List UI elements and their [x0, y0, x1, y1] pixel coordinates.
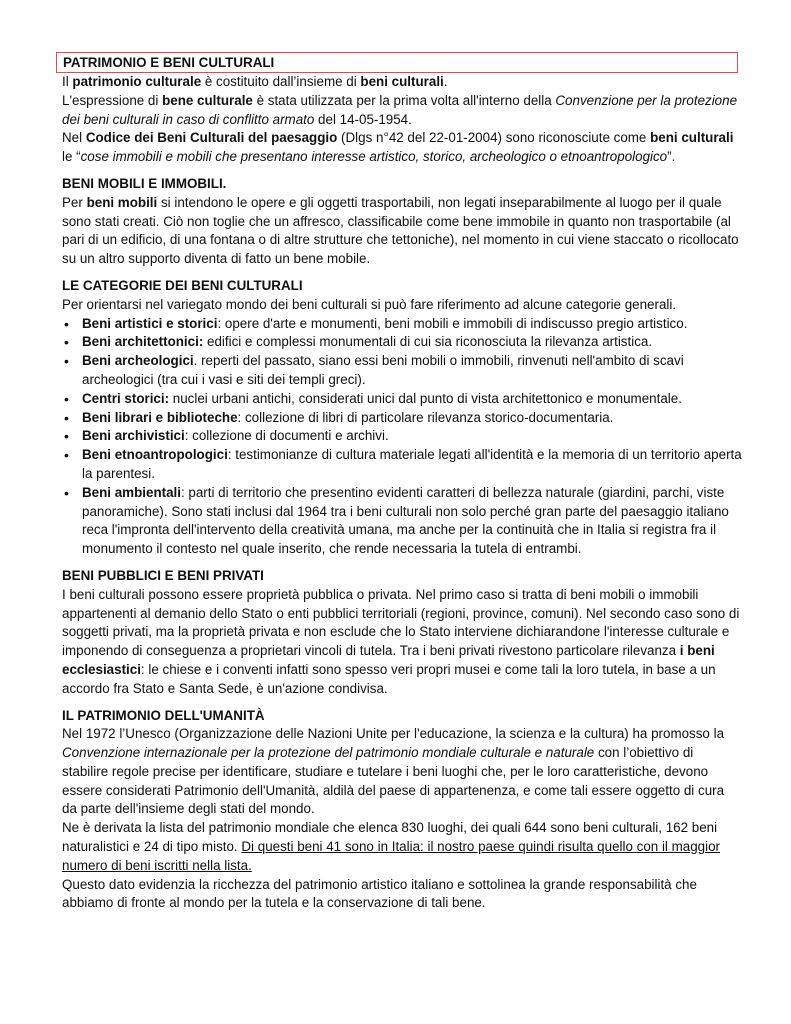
pubblici-paragraph	[62, 586, 742, 699]
text: I beni culturali possono essere proprietà pubblica o privata. Nel primo caso si tratta di beni mobili o immobili appartenenti al demanio dello Stato o enti pubblici territoriali (regioni, province, comuni). Nel secondo caso sono di soggetti privati, ma la proprietà privata e non esclude che lo Stato interviene dichiarandone l'interesse culturale e imponendo di conseguenza a proprietari vincoli di tutela. Tra i beni privati rivestono particolare rilevanza	[62, 586, 740, 659]
bold-term: bene culturale	[162, 92, 253, 108]
text: . reperti del passato, siano essi beni mobili o immobili, rinvenuti nell'ambito di scavi archeologici (tra cui i vasi e siti dei templi greci).	[82, 353, 684, 387]
list-item	[82, 315, 742, 334]
list-item	[82, 446, 742, 484]
section-heading-umanita: IL PATRIMONIO DELL'UMANITÀ	[62, 707, 265, 723]
bold-term: Beni etnoantropologici	[82, 447, 228, 463]
section-heading-pubblici: BENI PUBBLICI E BENI PRIVATI	[62, 567, 264, 583]
document-page	[62, 52, 742, 913]
text: .	[443, 74, 448, 89]
bold-term: Beni archeologici	[82, 353, 194, 369]
text: L'espressione di	[62, 92, 163, 108]
text: : opere d'arte e monumenti, beni mobili e immobili di indiscusso pregio artistico.	[217, 315, 688, 331]
underlined-text: Di questi beni 41 sono in Italia: il nostro paese quindi risulta quello con il maggior numero di beni iscritti nella lista.	[62, 839, 720, 873]
list-item	[82, 484, 742, 559]
text: Ne è derivata la lista del patrimonio mondiale che elenca 830 luoghi, dei quali 644 sono beni culturali, 162 beni naturalistici e 24 di tipo misto.	[62, 820, 718, 855]
text: : testimonianze di cultura materiale legati all'identità e la memoria di un territorio aperta la parentesi.	[82, 447, 742, 481]
bold-term: beni mobili	[86, 194, 158, 210]
bold-term: Centri storici:	[82, 390, 170, 406]
bold-term: Beni artistici e storici	[82, 315, 218, 331]
bold-term: Beni librari e biblioteche	[82, 409, 238, 425]
text: (Dlgs n°42 del 22-01-2004) sono riconosciute come	[337, 130, 651, 146]
text: : le chiese e i conventi infatti sono spesso veri propri musei e come tali la loro tutela, in base a un accordo fra Stato e Santa Sede, è un'azione condivisa.	[62, 661, 716, 696]
list-item	[82, 427, 742, 446]
text: del 14-05-1954.	[314, 111, 412, 127]
bold-term: Beni architettonici:	[82, 334, 204, 350]
list-item	[82, 390, 742, 409]
text: : collezione di documenti e archivi.	[184, 428, 389, 444]
list-item	[82, 333, 742, 352]
text: è costituito dall’insieme di	[201, 74, 361, 89]
mobili-paragraph	[62, 194, 742, 269]
text: Nel	[62, 130, 86, 146]
text: è stata utilizzata per la prima volta all'interno della	[252, 92, 556, 108]
bold-term: i beni ecclesiastici	[62, 643, 715, 677]
categorie-list	[62, 315, 742, 559]
text: con l’obiettivo di stabilire regole precise per identificare, studiare e tutelare i beni luoghi che, per le loro caratteristiche, devono essere considerati Patrimonio dell'Umanità, aldilà del paese di appartenenza, e come tali essere oggetto di cura da parte dell'insieme degli stati del mondo.	[62, 745, 725, 817]
umanita-paragraph-3: Questo dato evidenzia la ricchezza del patrimonio artistico italiano e sottolinea la grande responsabilità che abbiamo di fronte al mondo per la tutela e la conservazione di tali bene.	[62, 876, 697, 911]
intro-paragraph-3	[62, 129, 742, 167]
text: Il	[62, 74, 73, 89]
section-heading-mobili: BENI MOBILI E IMMOBILI.	[62, 175, 227, 191]
italic-title: Convenzione internazionale per la protezione del patrimonio mondiale culturale e naturale	[62, 745, 595, 761]
text: le “	[62, 149, 81, 165]
text: ”.	[667, 149, 676, 165]
intro-paragraph-2	[62, 92, 742, 130]
text: : collezione di libri di particolare rilevanza storico-documentaria.	[237, 409, 614, 425]
bold-term: patrimonio culturale	[72, 74, 202, 89]
text: edifici e complessi monumentali di cui sia riconosciuta la rilevanza artistica.	[203, 334, 653, 350]
bold-term: beni culturali	[650, 130, 734, 146]
text: si intendono le opere e gli oggetti trasportabili, non legati inseparabilmente al luogo per il quale sono stati creati. Ciò non toglie che un affresco, classificabile come bene immobile in quanto non trasportabile (al pari di un edificio, di una fontana o di altre strutture che tettoniche), nel momento in cui viene staccato o ricollocato su un altro supporto diventa di fatto un bene mobile.	[62, 194, 739, 267]
italic-quote: cose immobili e mobili che presentano interesse artistico, storico, archeologico o etnoantropologico	[80, 149, 668, 165]
list-item	[82, 409, 742, 428]
italic-title: Convenzione per la protezione dei beni culturali in caso di conflitto armato	[62, 92, 738, 127]
document-title: PATRIMONIO E BENI CULTURALI	[56, 52, 738, 73]
section-heading-categorie: LE CATEGORIE DEI BENI CULTURALI	[62, 277, 303, 293]
text: : parti di territorio che presentino evidenti caratteri di bellezza naturale (giardini, parchi, viste panoramiche). Sono stati inclusi dal 1964 tra i beni culturali non solo perché gran parte del paesaggio italiano reca l'impronta dell'intervento della creatività umana, ma anche per la continuità che in Italia si registra fra il monumento il contesto nel quale inserito, che rende necessaria la tutela di entrambi.	[82, 484, 729, 557]
text: Per	[62, 194, 87, 210]
text: nuclei urbani antichi, considerati unici dal punto di vista architettonico e monumentale.	[169, 390, 682, 406]
bold-term: Beni ambientali	[82, 484, 181, 500]
umanita-paragraph-1	[62, 725, 742, 819]
umanita-paragraph-2	[62, 819, 742, 875]
bold-term: Codice dei Beni Culturali del paesaggio	[85, 130, 338, 146]
bold-term: Beni archivistici	[82, 428, 185, 444]
text: Nel 1972 l’Unesco (Organizzazione delle Nazioni Unite per l'educazione, la scienza e la cultura) ha promosso la	[62, 726, 725, 742]
bold-term: beni culturali	[360, 74, 444, 89]
list-item	[82, 352, 742, 390]
intro-paragraph-1	[62, 73, 742, 92]
categorie-intro: Per orientarsi nel variegato mondo dei beni culturali si può fare riferimento ad alcune categorie generali.	[62, 296, 677, 312]
